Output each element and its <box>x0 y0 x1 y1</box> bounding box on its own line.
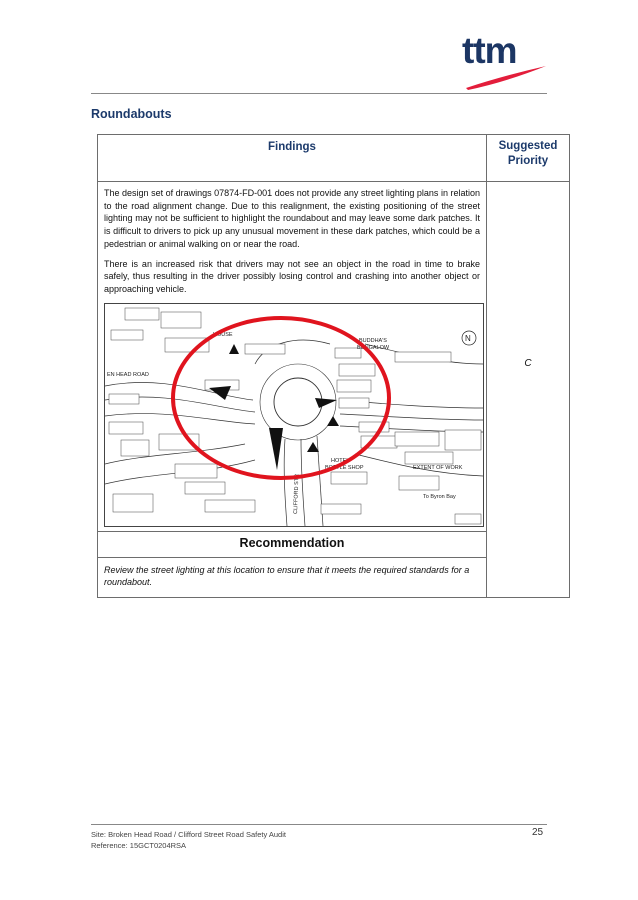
page-number: 25 <box>532 827 544 838</box>
label-bungalow: BUNGALOW <box>357 344 390 351</box>
footer-rule <box>91 824 547 825</box>
header-rule <box>91 93 547 94</box>
findings-table <box>97 134 570 598</box>
findings-cell <box>98 182 487 532</box>
label-hotel: HOTEL <box>331 457 350 464</box>
footer <box>91 829 286 851</box>
label-house: HOUSE <box>213 331 233 338</box>
label-byron: To Byron Bay <box>423 493 456 500</box>
finding-paragraph-1: The design set of drawings 07874-FD-001 does not provide any street lighting plans in relation to the road alignment change. Due to this realignment, the existing positioning of the street lighting may not be sufficient to highlight the roundabout and may leave some dark patches. It is difficult to drivers to pick up any unusual movement in these dark patches, which could be a pedestrian or animal walking on or near the road. <box>104 188 480 249</box>
road-plan-drawing <box>105 304 483 526</box>
north-arrow-icon: N <box>465 333 471 343</box>
priority-header <box>487 135 570 182</box>
label-extent: EXTENT OF WORK <box>413 464 463 471</box>
footer-reference: Reference: 15GCT0204RSA <box>91 841 187 850</box>
logo-swoosh-icon <box>462 32 548 92</box>
section-title: Roundabouts <box>91 107 172 121</box>
priority-value: C <box>524 358 532 369</box>
recommendation-text: Review the street lighting at this location to ensure that it meets the required standards for a roundabout. <box>98 557 487 597</box>
priority-cell <box>487 182 570 598</box>
finding-paragraph-2: There is an increased risk that drivers may not see an object in the road in time to brake safely, thus resulting in the driver possibly losing control and crashing into another object or approaching vehicle. <box>104 258 480 294</box>
label-street: CLIFFORD STR <box>293 473 301 514</box>
priority-header-line1: Suggested <box>498 140 558 152</box>
label-bottle: BOTTLE SHOP <box>325 464 364 471</box>
label-road: EN HEAD ROAD <box>107 371 149 378</box>
logo-text: ttm <box>462 30 517 71</box>
recommendation-heading: Recommendation <box>98 531 487 557</box>
label-buddhas: BUDDHA'S <box>359 337 387 344</box>
priority-header-line2: Priority <box>507 155 549 167</box>
footer-site: Site: Broken Head Road / Clifford Street Road Safety Audit <box>91 830 286 839</box>
ttm-logo <box>462 32 548 92</box>
road-drawing <box>104 303 484 527</box>
findings-header: Findings <box>98 135 487 182</box>
